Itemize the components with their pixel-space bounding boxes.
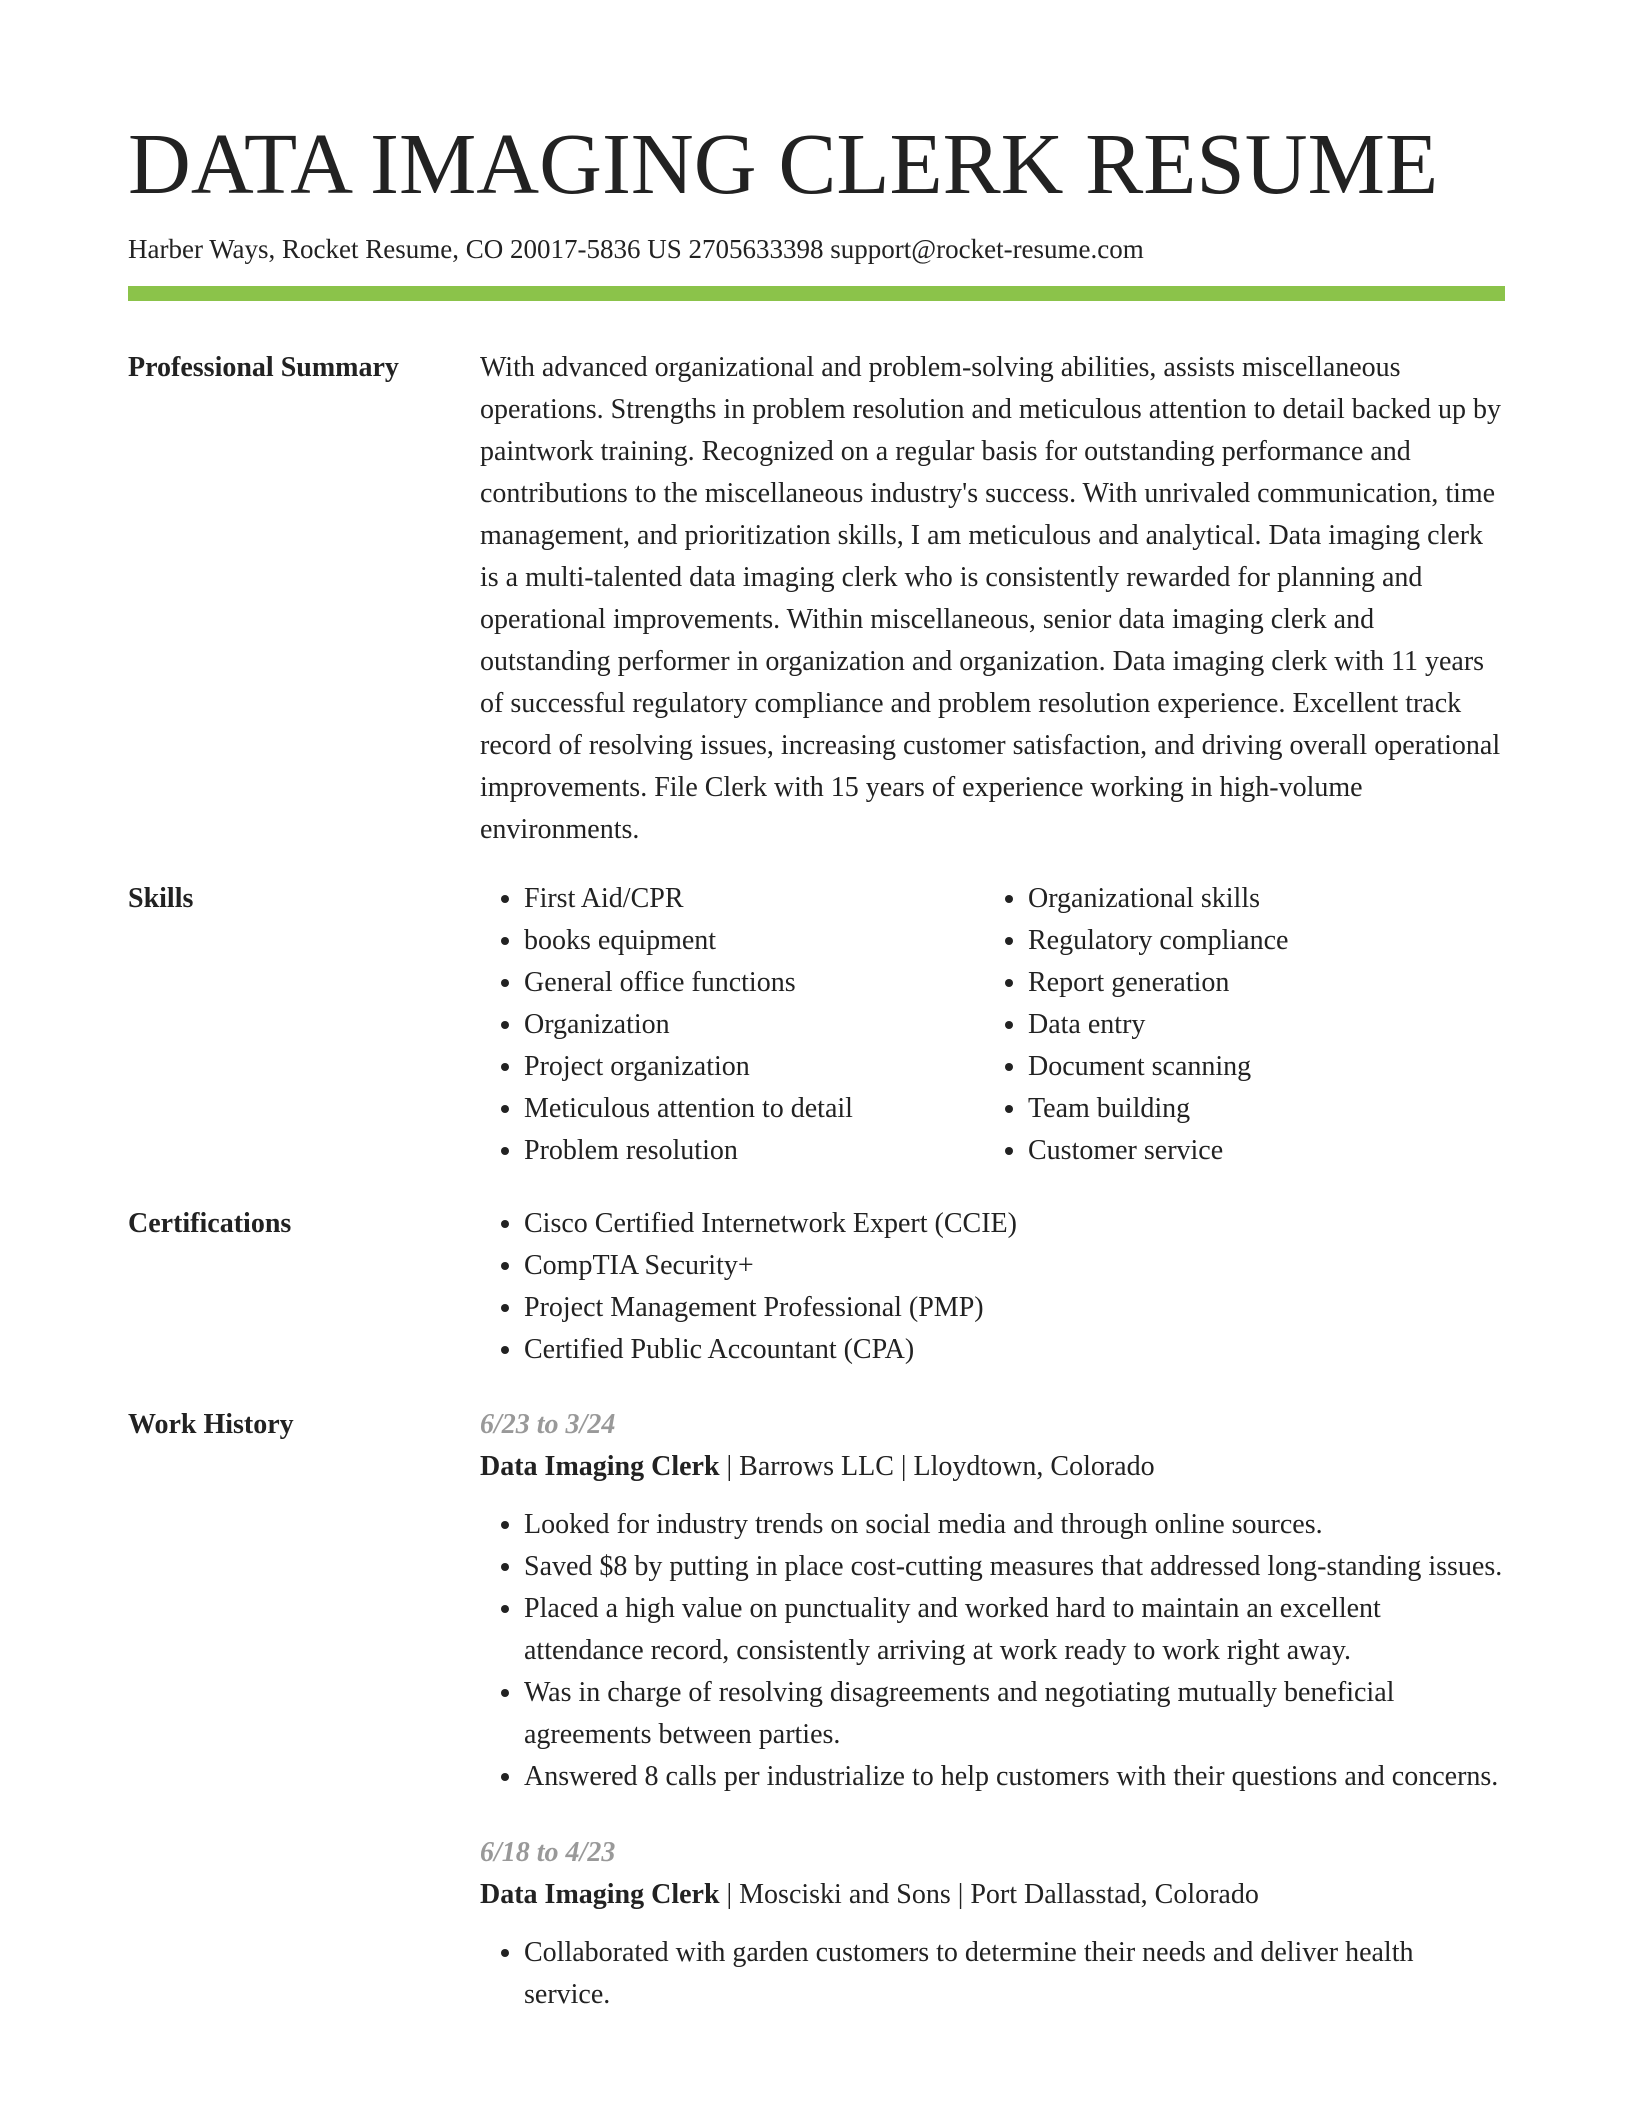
certification-item: • Cisco Certified Internetwork Expert (CCIE) bbox=[524, 1203, 1505, 1245]
skill-item: • Document scanning bbox=[1028, 1046, 1488, 1088]
job-bullets bbox=[480, 1932, 1505, 2016]
job-bullet: • Was in charge of resolving disagreements and negotiating mutually beneficial agreements between parties. bbox=[524, 1672, 1505, 1756]
job-title: Data Imaging Clerk bbox=[480, 1451, 720, 1482]
work-history-body bbox=[480, 1404, 1505, 2016]
job-bullet: • Looked for industry trends on social media and through online sources. bbox=[524, 1504, 1505, 1546]
skill-item: • Report generation bbox=[1028, 962, 1488, 1004]
job-bullet: • Saved $8 by putting in place cost-cutting measures that addressed long-standing issues. bbox=[524, 1546, 1505, 1588]
job-entry bbox=[480, 1404, 1505, 1798]
job-heading bbox=[480, 1446, 1505, 1488]
certification-item: • Certified Public Accountant (CPA) bbox=[524, 1329, 1505, 1371]
skill-item: • Problem resolution bbox=[524, 1130, 984, 1172]
work-history-heading: Work History bbox=[128, 1409, 294, 1440]
job-bullet: • Answered 8 calls per industrialize to help customers with their questions and concerns. bbox=[524, 1756, 1505, 1798]
skills-column-left bbox=[480, 878, 984, 1172]
skill-item: • Team building bbox=[1028, 1088, 1488, 1130]
skill-item: • Data entry bbox=[1028, 1004, 1488, 1046]
skill-item: • First Aid/CPR bbox=[524, 878, 984, 920]
job-bullet: • Placed a high value on punctuality and worked hard to maintain an excellent attendance record, consistently arriving at work ready to work right away. bbox=[524, 1588, 1505, 1672]
summary-body bbox=[480, 347, 1505, 851]
skill-item: • books equipment bbox=[524, 920, 984, 962]
certification-item: • CompTIA Security+ bbox=[524, 1245, 1505, 1287]
contact-line: Harber Ways, Rocket Resume, CO 20017-5836 US 2705633398 support@rocket-resume.com bbox=[128, 234, 1144, 264]
skill-item: • Customer service bbox=[1028, 1130, 1488, 1172]
skill-item: • Regulatory compliance bbox=[1028, 920, 1488, 962]
skill-item: • Project organization bbox=[524, 1046, 984, 1088]
job-bullet: • Collaborated with garden customers to determine their needs and deliver health service. bbox=[524, 1932, 1505, 2016]
certifications-body bbox=[480, 1203, 1505, 1371]
skill-item: • Organization bbox=[524, 1004, 984, 1046]
resume-title: DATA IMAGING CLERK RESUME bbox=[128, 115, 1439, 212]
job-details: | Mosciski and Sons | Port Dallasstad, Colorado bbox=[719, 1879, 1259, 1910]
job-details: | Barrows LLC | Lloydtown, Colorado bbox=[719, 1451, 1155, 1482]
certification-item: • Project Management Professional (PMP) bbox=[524, 1287, 1505, 1329]
skills-heading: Skills bbox=[128, 883, 194, 914]
skills-column-right bbox=[984, 878, 1488, 1172]
skill-item: • Organizational skills bbox=[1028, 878, 1488, 920]
skill-item: • Meticulous attention to detail bbox=[524, 1088, 984, 1130]
job-entry bbox=[480, 1832, 1505, 2016]
summary-text: With advanced organizational and problem-solving abilities, assists miscellaneous operations. Strengths in problem resolution and meticulous attention to detail backed up by paintwork training. Recognized on a regular basis for outstanding performance and contributions to the miscellaneous industry's success. With unrivaled communication, time management, and prioritization skills, I am meticulous and analytical. Data imaging clerk is a multi-talented data imaging clerk who is consistently rewarded for planning and operational improvements. Within miscellaneous, senior data imaging clerk and outstanding performer in organization and organization. Data imaging clerk with 11 years of successful regulatory compliance and problem resolution experience. Excellent track record of resolving issues, increasing customer satisfaction, and driving overall operational improvements. File Clerk with 15 years of experience working in high-volume environments. bbox=[480, 352, 1502, 845]
summary-heading: Professional Summary bbox=[128, 352, 399, 383]
job-title: Data Imaging Clerk bbox=[480, 1879, 720, 1910]
job-heading bbox=[480, 1874, 1505, 1916]
job-bullets bbox=[480, 1504, 1505, 1798]
skills-body bbox=[480, 878, 1505, 1172]
skill-item: • General office functions bbox=[524, 962, 984, 1004]
accent-divider bbox=[128, 286, 1505, 301]
certifications-heading: Certifications bbox=[128, 1208, 292, 1239]
job-dates: 6/18 to 4/23 bbox=[480, 1837, 616, 1868]
job-dates: 6/23 to 3/24 bbox=[480, 1409, 616, 1440]
